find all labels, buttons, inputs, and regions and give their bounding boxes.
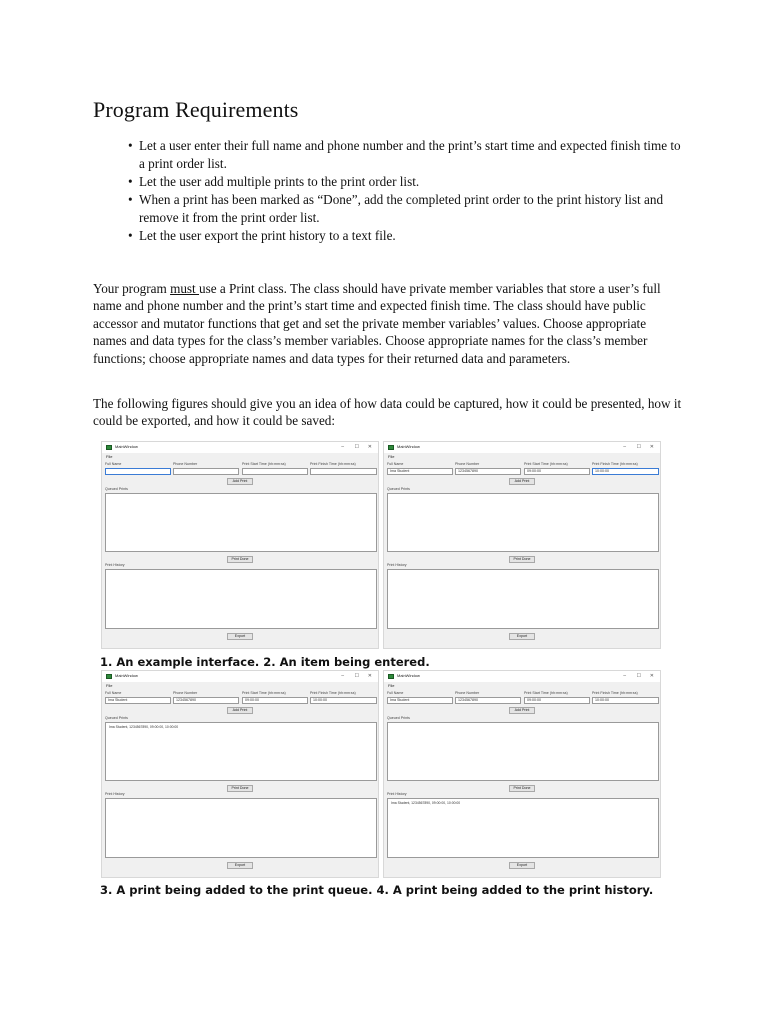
add-print-button[interactable]: Add Print xyxy=(509,478,535,485)
app-window-screenshot xyxy=(101,441,379,649)
start-time-input[interactable]: 09:00:00 xyxy=(524,697,590,704)
full-name-input[interactable]: Ima Student xyxy=(105,697,171,704)
minimize-icon[interactable]: – xyxy=(341,673,344,679)
add-print-button[interactable]: Add Print xyxy=(227,478,253,485)
export-button[interactable]: Export xyxy=(227,862,253,869)
app-icon xyxy=(106,445,112,450)
phone-number-input[interactable] xyxy=(173,468,239,475)
start-time-label: Print Start Time (hh:mm:ss) xyxy=(524,462,568,466)
menu-file[interactable]: File xyxy=(106,683,113,688)
print-done-button[interactable]: Print Done xyxy=(509,556,535,563)
requirement-item: • When a print has been marked as “Done”, add the completed print order to the print history list and remove it from the print order list. xyxy=(128,192,664,225)
requirements-list xyxy=(115,137,685,245)
print-class-paragraph: Your program must use a Print class. The class should have private member variables that store a user’s full name and phone number and the print’s start time and expected finish time. The class should have public accessor and mutator functions that get and set the private member variables’ values. Choose appropriate names and data types for the class’s member variables. Choose appropriate names for the class’s member functions; choose appropriate names and data types for their returned data and parameters. xyxy=(93,281,661,366)
window-title: MainWindow xyxy=(115,444,138,449)
window-titlebar xyxy=(384,671,660,682)
requirement-item: • Let the user export the print history to a text file. xyxy=(128,228,396,243)
window-title: MainWindow xyxy=(397,673,420,678)
app-window-screenshot xyxy=(101,670,379,878)
app-icon xyxy=(106,674,112,679)
emphasis-must: must xyxy=(170,281,200,296)
bullet: • xyxy=(128,174,133,189)
full-name-label: Full Name xyxy=(387,691,404,695)
phone-number-input[interactable]: 1234567890 xyxy=(173,697,239,704)
print-history-label: Print History xyxy=(105,563,125,567)
phone-number-input[interactable]: 1234567890 xyxy=(455,697,521,704)
figure-caption-row2: 3. A print being added to the print queue. 4. A print being added to the print history. xyxy=(100,883,654,897)
finish-time-label: Print Finish Time (hh:mm:ss) xyxy=(592,462,638,466)
maximize-icon[interactable]: ☐ xyxy=(354,673,359,679)
phone-number-label: Phone Number xyxy=(455,462,480,466)
queued-prints-list[interactable] xyxy=(387,493,659,552)
minimize-icon[interactable]: – xyxy=(341,444,344,450)
export-button[interactable]: Export xyxy=(227,633,253,640)
finish-time-label: Print Finish Time (hh:mm:ss) xyxy=(310,691,356,695)
bullet: • xyxy=(128,192,133,207)
print-done-button[interactable]: Print Done xyxy=(227,556,253,563)
phone-number-label: Phone Number xyxy=(173,691,198,695)
list-item[interactable]: Ima Student, 1234567890, 09:00:00, 10:00:00 xyxy=(391,801,461,805)
print-history-list[interactable] xyxy=(105,569,377,629)
add-print-button[interactable]: Add Print xyxy=(227,707,253,714)
menu-file[interactable]: File xyxy=(106,454,113,459)
finish-time-label: Print Finish Time (hh:mm:ss) xyxy=(592,691,638,695)
print-history-list[interactable] xyxy=(387,569,659,629)
print-history-list[interactable] xyxy=(105,798,377,858)
window-titlebar xyxy=(102,671,378,682)
requirement-item: • Let a user enter their full name and phone number and the print’s start time and expected finish time to a print order list. xyxy=(128,138,681,171)
full-name-label: Full Name xyxy=(105,462,122,466)
add-print-button[interactable]: Add Print xyxy=(509,707,535,714)
start-time-input[interactable] xyxy=(242,468,308,475)
full-name-label: Full Name xyxy=(105,691,122,695)
menu-file[interactable]: File xyxy=(388,683,395,688)
queued-prints-list[interactable] xyxy=(105,722,377,781)
full-name-input[interactable] xyxy=(105,468,171,475)
figures-intro-paragraph: The following figures should give you an idea of how data could be captured, how it could be presented, how it could be exported, and how it could be saved: xyxy=(93,396,682,429)
full-name-input[interactable]: Ima Student xyxy=(387,468,453,475)
close-icon[interactable]: ✕ xyxy=(367,444,372,450)
phone-number-label: Phone Number xyxy=(455,691,480,695)
close-icon[interactable]: ✕ xyxy=(649,444,654,450)
minimize-icon[interactable]: – xyxy=(623,444,626,450)
print-done-button[interactable]: Print Done xyxy=(509,785,535,792)
queued-prints-label: Queued Prints xyxy=(105,487,128,491)
start-time-label: Print Start Time (hh:mm:ss) xyxy=(242,462,286,466)
start-time-label: Print Start Time (hh:mm:ss) xyxy=(242,691,286,695)
start-time-input[interactable]: 09:00:00 xyxy=(242,697,308,704)
window-titlebar xyxy=(102,442,378,453)
app-window-screenshot xyxy=(383,670,661,878)
window-titlebar xyxy=(384,442,660,453)
window-title: MainWindow xyxy=(115,673,138,678)
maximize-icon[interactable]: ☐ xyxy=(354,444,359,450)
maximize-icon[interactable]: ☐ xyxy=(636,444,641,450)
finish-time-input[interactable]: 10:00:00 xyxy=(310,697,377,704)
queued-prints-label: Queued Prints xyxy=(387,716,410,720)
queued-prints-label: Queued Prints xyxy=(105,716,128,720)
queued-prints-list[interactable] xyxy=(105,493,377,552)
app-window-screenshot xyxy=(383,441,661,649)
phone-number-label: Phone Number xyxy=(173,462,198,466)
phone-number-input[interactable]: 1234567890 xyxy=(455,468,521,475)
export-button[interactable]: Export xyxy=(509,633,535,640)
finish-time-label: Print Finish Time (hh:mm:ss) xyxy=(310,462,356,466)
queued-prints-label: Queued Prints xyxy=(387,487,410,491)
print-history-list[interactable] xyxy=(387,798,659,858)
window-title: MainWindow xyxy=(397,444,420,449)
full-name-input[interactable]: Ima Student xyxy=(387,697,453,704)
print-history-label: Print History xyxy=(387,792,407,796)
queued-prints-list[interactable] xyxy=(387,722,659,781)
bullet: • xyxy=(128,228,133,243)
app-icon xyxy=(388,445,394,450)
app-icon xyxy=(388,674,394,679)
maximize-icon[interactable]: ☐ xyxy=(636,673,641,679)
minimize-icon[interactable]: – xyxy=(623,673,626,679)
close-icon[interactable]: ✕ xyxy=(367,673,372,679)
finish-time-input[interactable]: 10:00:00 xyxy=(592,468,659,475)
start-time-label: Print Start Time (hh:mm:ss) xyxy=(524,691,568,695)
full-name-label: Full Name xyxy=(387,462,404,466)
bullet: • xyxy=(128,138,133,153)
page-title: Program Requirements xyxy=(93,97,299,122)
print-history-label: Print History xyxy=(387,563,407,567)
list-item[interactable]: Ima Student, 1234567890, 09:00:00, 10:00:00 xyxy=(109,725,179,729)
finish-time-input[interactable] xyxy=(310,468,377,475)
close-icon[interactable]: ✕ xyxy=(649,673,654,679)
requirement-item: • Let the user add multiple prints to the print order list. xyxy=(128,174,420,189)
export-button[interactable]: Export xyxy=(509,862,535,869)
finish-time-input[interactable]: 10:00:00 xyxy=(592,697,659,704)
menu-file[interactable]: File xyxy=(388,454,395,459)
print-done-button[interactable]: Print Done xyxy=(227,785,253,792)
figure-caption-row1: 1. An example interface. 2. An item being entered. xyxy=(100,655,430,669)
start-time-input[interactable]: 09:00:00 xyxy=(524,468,590,475)
print-history-label: Print History xyxy=(105,792,125,796)
